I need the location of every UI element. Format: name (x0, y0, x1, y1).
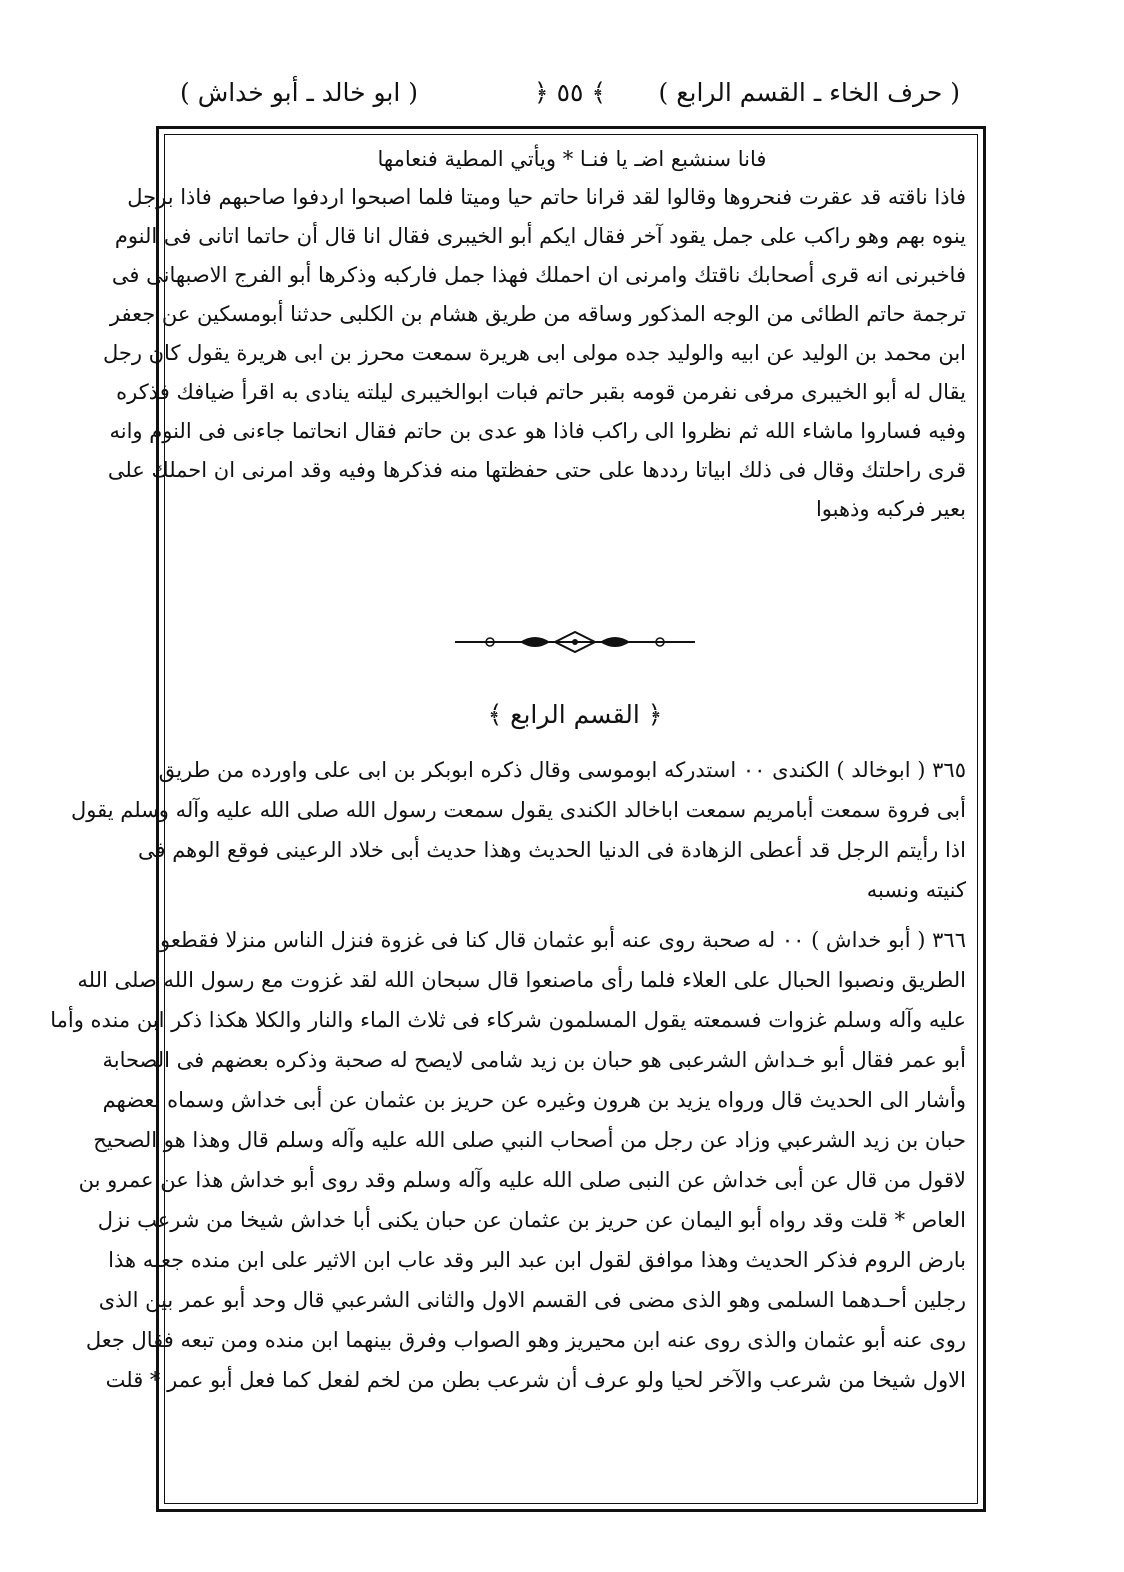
page-number: ﴿ ٥٥ ﴾ (533, 78, 607, 107)
section-heading: ﴿ القسم الرابع ﴾ (487, 700, 663, 729)
section-divider-ornament (450, 630, 700, 654)
entry-366-line: لاقول من قال عن أبى خداش عن النبى صلى الله عليه وآله وسلم وقد روى أبو خداش هذا عن عمرو بن (78, 1168, 966, 1192)
entry-366-line: حبان بن زيد الشرعبي وزاد عن رجل من أصحاب النبي صلى الله عليه وآله وسلم قال وهذا هو الصحيح (93, 1128, 966, 1152)
entry-366-line: رجلين أحـدهما السلمى وهو الذى مضى فى القسم الاول والثانى الشرعبي قال وحد أبو عمر بين الذى (98, 1288, 966, 1312)
text-line: قرى راحلتك وقال فى ذلك ابياتا رددها على حتى حفظتها منه فذكرها وفيه وقد امرنى ان احملك على (107, 458, 966, 482)
lower-text-block (50, 750, 966, 1400)
text-line: بعير فركبه وذهبوا (815, 497, 966, 521)
entry-366-line: روى عنه أبو عثمان والذى روى عنه ابن محيريز وهو الصواب وفرق بينهما ابن منده ومن تبعه فقال جعل (85, 1328, 966, 1352)
entry-365-line: كنيته ونسبه (866, 878, 966, 902)
text-line: ابن محمد بن الوليد عن ابيه والوليد جده مولى ابى هريرة سمعت محرز بن ابى هريرة يقول كان رجل (102, 341, 966, 365)
entry-366-line: وأشار الى الحديث قال ورواه يزيد بن هرون وغيره عن حريز بن عثمان عن أبى خداش وسماه بعضهم (102, 1088, 966, 1112)
entry-366-line: أبو عمر فقال أبو خـداش الشرعبى هو حبان بن زيد شامى لايصح له صحبة وذكره بعضهم فى الصحابة (102, 1048, 966, 1072)
entry-365-line: اذا رأيتم الرجل قد أعطى الزهادة فى الدنيا الحديث وهذا حديث أبى خلاد الرعينى فوقع الوهم فى (137, 838, 966, 862)
entry-366-line: الطريق ونصبوا الحبال على العلاء فلما رأى ماصنعوا قال سبحان الله لقد غزوت مع رسول الله صلى الله (77, 968, 966, 992)
poetry-verse: فانا سنشبع اضـ يا فنـا * ويأتي المطية فنعامها (377, 147, 767, 171)
text-line: فاذا ناقته قد عقرت فنحروها وقالوا لقد قرانا حاتم حيا وميتا فلما اصبحوا اردفوا صاحبهم فاذا برجل (127, 185, 966, 209)
entry-366-line: عليه وآله وسلم غزوات فسمعته يقول المسلمون شركاء فى ثلاث الماء والنار والكلا هكذا ذكر ابن منده وأما (50, 1008, 966, 1032)
text-line: ينوه بهم وهو راكب على جمل يقود آخر فقال ايكم أبو الخيبرى فقال انا قال أن حاتما اتانى فى النوم (114, 224, 966, 248)
entry-366-line: العاص * قلت وقد رواه أبو اليمان عن حريز بن عثمان عن حبان يكنى أبا خداش شيخا من شرعب نزل (97, 1208, 966, 1232)
text-line: يقال له أبو الخيبرى مرفى نفرمن قومه بقبر حاتم فبات ابوالخيبرى ليلته ينادى به اقرأ ضيافك فذكره (116, 380, 966, 404)
text-line: فاخبرنى انه قرى أصحابك ناقتك وامرنى ان احملك فهذا جمل فاركبه وذكرها أبو الفرج الاصبهانى فى (111, 263, 966, 287)
text-line: وفيه فساروا ماشاء الله ثم نظروا الى راكب فاذا هو عدى بن حاتم فقال انحاتما جاءنى فى النوم وانه (109, 419, 966, 443)
upper-text-block (102, 140, 966, 529)
entry-366-line: الاول شيخا من شرعب والآخر لحيا ولو عرف أن شرعب بطن من لخم لفعل كما فعل أبو عمر * قلت (105, 1368, 966, 1392)
header-entry-range: ( ابو خالد ـ أبو خداش ) (180, 78, 419, 107)
entry-366-line: ٣٦٦ ( أبو خداش ) ٠٠ له صحبة روى عنه أبو عثمان قال كنا فى غزوة فنزل الناس منزلا فقطعوا (154, 928, 966, 952)
page-header (180, 78, 960, 118)
header-chapter-title: ( حرف الخاء ـ القسم الرابع ) (658, 78, 960, 107)
text-line: ترجمة حاتم الطائى من الوجه المذكور وساقه من طريق هشام بن الكلبى حدثنا أبومسكين عن جعفر (109, 302, 966, 326)
entry-365-line: ٣٦٥ ( ابوخالد ) الكندى ٠٠ استدركه ابوموسى وقال ذكره ابوبكر بن ابى على واورده من طريق (158, 758, 966, 782)
entry-365-line: أبى فروة سمعت أبامريم سمعت اباخالد الكندى يقول سمعت رسول الله صلى الله عليه وآله وسلم يقول (70, 798, 966, 822)
entry-366-line: بارض الروم فذكر الحديث وهذا موافق لقول ابن عبد البر وقد عاب ابن الاثير على ابن منده جعله هذا (108, 1248, 966, 1272)
